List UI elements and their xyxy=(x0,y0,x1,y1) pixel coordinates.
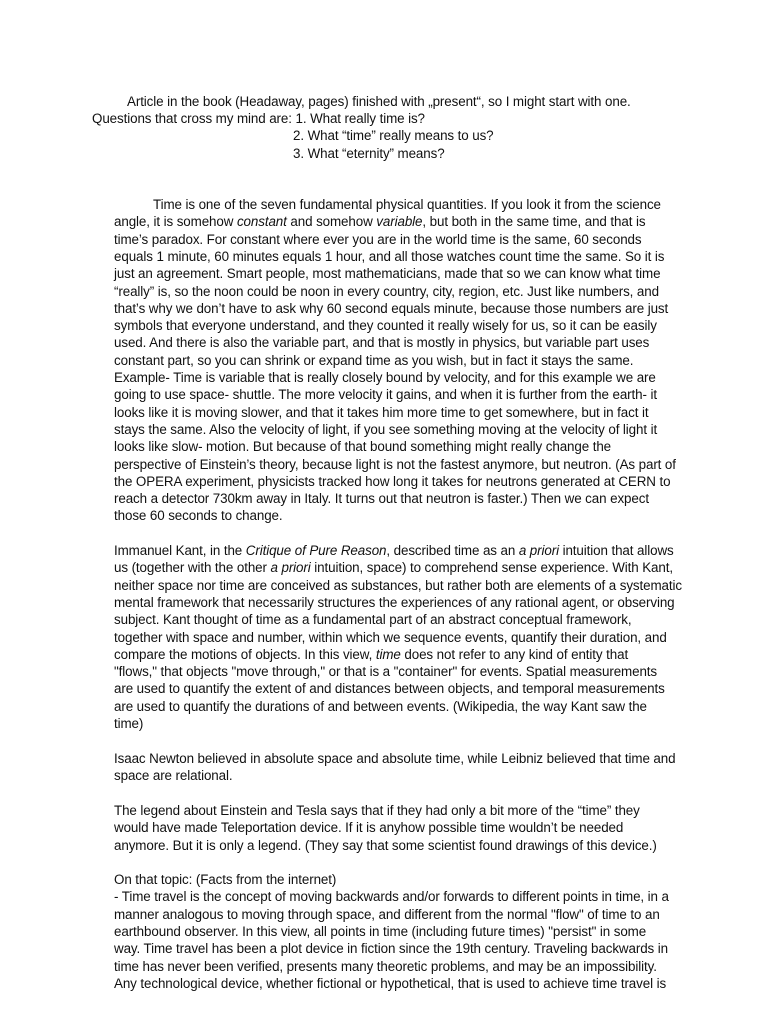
text-line: Any technological device, whether fictional or hypothetical, that is used to achieve time travel is xyxy=(114,975,667,991)
text-line: Example- Time is variable that is really closely bound by velocity, and for this example we are xyxy=(114,370,656,385)
text-line: "flows," that objects "move through," or that is a "container" for events. Spatial measurements xyxy=(114,664,658,680)
text-line: time has never been verified, presents many theoretic problems, and may be an impossibility. xyxy=(114,958,657,974)
text-line: anymore. But it is only a legend. (They say that some scientist found drawings of this device.) xyxy=(114,837,657,853)
text-line: compare the motions of objects. In this view, time does not refer to any kind of entity that xyxy=(114,646,629,662)
text-line: reach a detector 730km away in Italy. It turns out that neutron is faster.) Then we can expect xyxy=(114,491,649,507)
text-line: - Time travel is the concept of moving backwards and/or forwards to different points in time, in a xyxy=(114,889,669,905)
text-line: that’s why we don’t have to ask why 60 second equals minute, because those numbers are just xyxy=(114,300,669,316)
text-line: together with space and number, within which we sequence events, quantify their duration, and xyxy=(114,629,667,645)
intro-line: Article in the book (Headaway, pages) finished with „present“, so I might start with one. xyxy=(127,94,631,109)
text-line: are used to quantify the durations of and between events. (Wikipedia, the way Kant saw the xyxy=(114,698,647,714)
question-line: 3. What “eternity” means? xyxy=(293,146,445,161)
text-line: going to use space- shuttle. The more velocity it gains, and when it is further from the earth- it xyxy=(114,387,657,403)
text-line: space are relational. xyxy=(114,768,233,784)
text-line: perspective of Einstein’s theory, because light is not the fastest anymore, but neutron. (As part of xyxy=(114,456,676,472)
text-line: time) xyxy=(114,716,144,731)
text-line: us (together with the other a priori intuition, space) to comprehend sense experience. With Kant, xyxy=(114,560,673,576)
text-line: “really” is, so the noon could be noon in every country, city, region, etc. Just like numbers, and xyxy=(114,283,659,299)
text-line: Time is one of the seven fundamental physical quantities. If you look it from the science xyxy=(153,197,661,212)
text-line: are used to quantify the extent of and distances between objects, and temporal measurements xyxy=(114,681,665,697)
text-line: way. Time travel has been a plot device in fiction since the 19th century. Traveling backwards in xyxy=(114,941,668,957)
text-line: neither space nor time are conceived as substances, but rather both are elements of a systematic xyxy=(114,577,682,593)
text-line: would have made Teleportation device. If it is anyhow possible time wouldn’t be needed xyxy=(114,820,624,836)
text-line: Immanuel Kant, in the Critique of Pure Reason, described time as an a priori intuition that allows xyxy=(114,543,674,558)
text-line: the OPERA experiment, physicists tracked how long it takes for neutrons generated at CERN to xyxy=(114,473,671,489)
text-line: just an agreement. Smart people, most mathematicians, made that so we can know what time xyxy=(114,266,661,282)
intro-line: Questions that cross my mind are: 1. What really time is? xyxy=(92,111,425,126)
text-line: angle, it is somehow constant and somehow variable, but both in the same time, and that is xyxy=(114,214,646,230)
text-line: manner analogous to moving through space, and different from the normal "flow" of time to an xyxy=(114,906,660,922)
text-line: mental framework that necessarily structures the experiences of any rational agent, or observing xyxy=(114,594,675,610)
text-line: those 60 seconds to change. xyxy=(114,508,283,524)
text-line: time’s paradox. For constant where ever you are in the world time is the same, 60 seconds xyxy=(114,231,642,247)
text-line: symbols that everyone understand, and they counted it really wisely for us, so it can be easily xyxy=(114,318,657,334)
text-line: looks like slow- motion. But because of that bound something might really change the xyxy=(114,439,612,455)
text-line: earthbound observer. In this view, all points in time (including future times) "persist" in some xyxy=(114,923,647,939)
question-line: 2. What “time” really means to us? xyxy=(293,128,494,143)
text-line: The legend about Einstein and Tesla says that if they had only a bit more of the “time” they xyxy=(114,803,640,818)
text-line: On that topic: (Facts from the internet) xyxy=(114,872,337,887)
text-line: stays the same. Also the velocity of light, if you see something moving at the velocity of light it xyxy=(114,421,658,437)
text-line: looks like it is moving slower, and that it takes him more time to get somewhere, but in fact it xyxy=(114,404,649,420)
text-line: subject. Kant thought of time as a fundamental part of an abstract conceptual framework, xyxy=(114,612,632,628)
text-line: equals 1 minute, 60 minutes equals 1 hour, and all those watches count time the same. So it is xyxy=(114,248,665,264)
text-line: used. And there is also the variable part, and that is mostly in physics, but variable part uses xyxy=(114,335,650,351)
text-line: constant part, so you can shrink or expand time as you wish, but in fact it stays the same. xyxy=(114,352,634,368)
text-line: Isaac Newton believed in absolute space and absolute time, while Leibniz believed that time and xyxy=(114,751,676,766)
